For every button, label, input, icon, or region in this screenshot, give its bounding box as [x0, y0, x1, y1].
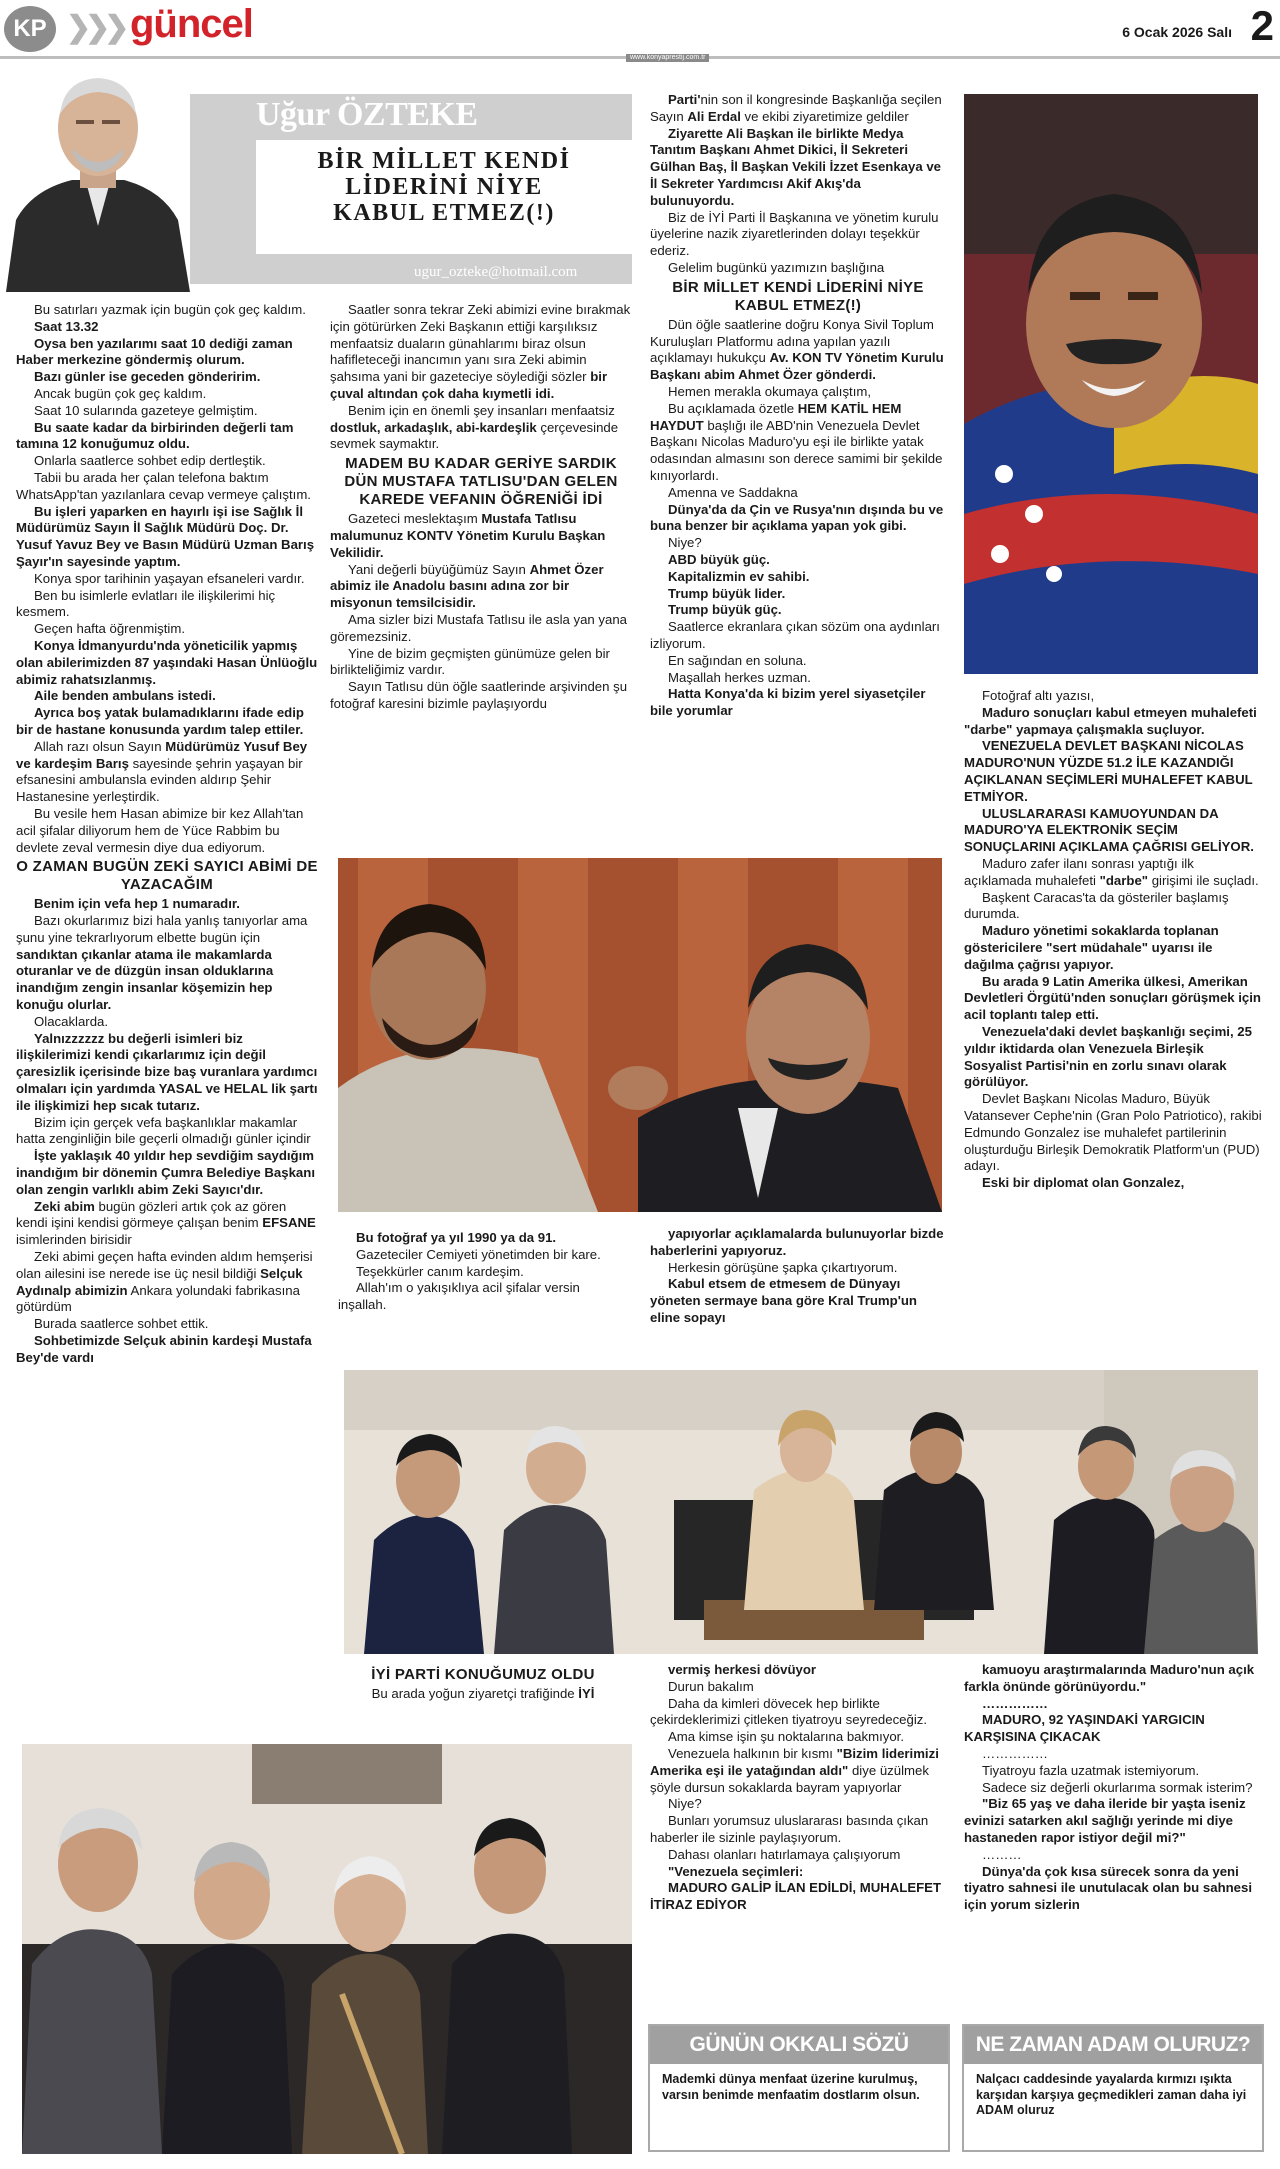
paragraph: Kapitalizmin ev sahibi.	[668, 568, 810, 584]
quote-box-saying-text: Mademki dünya menfaat üzerine kurulmuş, varsın benimde menfaatim dostlarım olsun.	[662, 2072, 920, 2102]
author-name: Uğur ÖZTEKE	[256, 96, 478, 133]
paragraph: Dahası olanları hatırlamaya çalışıyorum	[668, 1846, 901, 1862]
section-title: güncel	[130, 2, 253, 46]
paragraph: "Venezuela seçimleri:	[668, 1863, 804, 1879]
paragraph: Saatler sonra tekrar Zeki abimizi evine bırakmak için götürürken Zeki Başkanın ettiği karşılıksız menfaatsiz duaların günahlarımı biraz olsun hafifleteceği inancımın yanı sıra Zeki abimin şahsıma yani bir gazeteciye söylediği sözler bir çuval altından çok daha kıymetli idi.	[330, 302, 631, 401]
paragraph: Yine de bizim geçmişten günümüze gelen bir birlikteliğimiz vardır.	[330, 645, 610, 678]
paragraph: Olacaklarda.	[34, 1013, 109, 1029]
photo-caption-1990	[338, 1230, 628, 1358]
quote-box-when-text: Nalçacı caddesinde yayalarda kırmızı ışıkta karşıdan karşıya geçmedikleri zaman daha iyi ADAM oluruz	[976, 2072, 1247, 2117]
paragraph: Venezuela halkının bir kısmı "Bizim liderimizi Amerika eşi ile yatağından aldı" diye üzülmek şöyle dursun sokaklarda bayram yapıyorlar	[650, 1745, 939, 1795]
paragraph: Allah razı olsun Sayın Müdürümüz Yusuf Bey ve kardeşim Barış sayesinde şehrin yaşayan bir efsanesini ambulansla evinden aldırıp Şehir Hastanesine yerleştirdik.	[16, 738, 308, 805]
paragraph: Ayrıca boş yatak bulamadıklarını ifade edip bir de hastane konusunda yardım talep ettiler.	[16, 705, 304, 737]
paragraph: Dünya'da çok kısa sürecek sonra da yeni tiyatro sahnesi ile unutulacak olan bu sahnesi için yorum sizlerin	[964, 1863, 1253, 1913]
paragraph: Benim için vefa hep 1 numaradır.	[34, 896, 240, 912]
paragraph: Bizim için gerçek vefa başkanlıklar makamlar hatta zenginliğin bile geçerli olmadığı günler içindir	[16, 1114, 311, 1147]
archive-photo-1990	[338, 858, 942, 1212]
subheading: O ZAMAN BUGÜN ZEKİ SAYICI ABİMİ DE YAZACAĞIM	[16, 858, 318, 894]
maduro-photo	[964, 94, 1258, 674]
paragraph: Dün öğle saatlerine doğru Konya Sivil Toplum Kuruluşları Platformu adına yapılan yazılı açıklamayı hukukçu Av. KON TV Yönetim Kurulu Başkanı abim Ahmet Özer gönderdi.	[650, 316, 944, 383]
iyi-parti-visit-photo	[344, 1370, 1258, 1654]
paragraph: Bu satırları yazmak için bugün çok geç kaldım.	[34, 302, 306, 317]
paragraph: Sohbetimizde Selçuk abinin kardeşi Mustafa Bey'de vardı	[16, 1333, 312, 1365]
article-title: BİR MİLLET KENDİ LİDERİNİ NİYE KABUL ETMEZ(!)	[317, 148, 571, 226]
paragraph: Konya İdmanyurdu'nda yöneticilik yapmış olan abilerimizden 87 yaşındaki Hasan Ünlüoğlu abimiz rahatsızlanmış.	[16, 637, 318, 687]
paragraph: Trump büyük güç.	[668, 602, 782, 618]
paragraph: Ancak bugün çok geç kaldım.	[34, 385, 207, 401]
paragraph: Maşallah herkes uzman.	[668, 669, 811, 685]
paragraph: En sağından en soluna.	[668, 652, 807, 668]
paragraph: Bazı okurlarımız bizi hala yanlış tanıyorlar ama şunu yine tekrarlıyorum elbette bugün için sandıktan çıkanlar atama ile makamlarda oturanlar ve de düzgün insan olduklarına inandığım zengin insanlar köşemizin hep konuğu olurlar.	[16, 913, 308, 1013]
paragraph: Niye?	[668, 1796, 702, 1812]
paragraph: Maduro sonuçları kabul etmeyen muhalefeti "darbe" yapmaya çalışmakla suçluyor.	[964, 704, 1257, 737]
paragraph: Bu fotoğraf ya yıl 1990 ya da 91.	[356, 1230, 557, 1245]
site-url[interactable]: www.konyaprestij.com.tr	[626, 54, 709, 62]
paragraph: Saatlerce ekranlara çıkan sözüm ona aydınları izliyorum.	[650, 619, 940, 651]
paragraph: İşte yaklaşık 40 yıldır hep sevdiğim saydığım inandığım bir dönemin Çumra Belediye Başkanı olan zengin varlıklı abim Zeki Sayıcı'dır.	[16, 1148, 315, 1197]
paragraph: Niye?	[668, 535, 702, 551]
paragraph: VENEZUELA DEVLET BAŞKANI NİCOLAS MADURO'NUN YÜZDE 51.2 İLE KAZANDIĞI AÇIKLANAN SEÇİMLERİ MUHALEFET KABUL ETMİYOR.	[964, 738, 1253, 804]
paragraph: Kabul etsem de etmesem de Dünyayı yöneten sermaye bana göre Kral Trump'un eline sopayı	[650, 1276, 917, 1325]
column-3-continued	[650, 1226, 946, 1358]
kp-logo: KP	[4, 6, 56, 52]
paragraph: Fotoğraf altı yazısı,	[982, 688, 1095, 703]
paragraph: Ama sizler bizi Mustafa Tatlısu ile asla yan yana göremezsiniz.	[330, 611, 628, 644]
paragraph: Ben bu isimlerle evlatları ile ilişkilerimi hiç kesmem.	[16, 587, 276, 620]
author-portrait	[2, 50, 194, 292]
paragraph: ……………	[982, 1745, 1048, 1761]
paragraph: Daha da kimleri dövecek hep birlikte çekirdeklerimizi çitleken tiyatroyu seyredeceğiz.	[650, 1695, 928, 1728]
paragraph: Tiyatroyu fazla uzatmak istemiyorum.	[982, 1762, 1200, 1778]
paragraph: kamuoyu araştırmalarında Maduro'nun açık farkla önünde görünüyordu."	[964, 1662, 1255, 1694]
paragraph: MADURO, 92 YAŞINDAKİ YARGICIN KARŞISINA ÇIKACAK	[964, 1712, 1205, 1745]
paragraph: MADURO GALİP İLAN EDİLDİ, MUHALEFET İTİRAZ EDİYOR	[650, 1880, 942, 1913]
paragraph: Devlet Başkanı Nicolas Maduro, Büyük Vatansever Cephe'nin (Gran Polo Patriotico), rakibi Edmundo Gonzalez ise muhalefet partilerinin oluşturduğu Birleşik Demokratik Platform'un (PUD) adayı.	[964, 1091, 1262, 1174]
paragraph: ULUSLARARASI KAMUOYUNDAN DA MADURO'YA ELEKTRONİK SEÇİM SONUÇLARINI AÇIKLAMA ÇAĞRISI GELİYOR.	[964, 805, 1254, 855]
paragraph: Hatta Konya'da ki bizim yerel siyasetçiler bile yorumlar	[650, 686, 926, 719]
paragraph: Gazeteci meslektaşım Mustafa Tatlısu malumunuz KONTV Yönetim Kurulu Başkan Vekilidir.	[330, 511, 606, 560]
paragraph: ……………	[982, 1695, 1048, 1711]
paragraph: vermiş herkesi dövüyor	[668, 1662, 817, 1677]
paragraph: Dünya'da da Çin ve Rusya'nın dışında bu ve buna benzer bir açıklama yapan yok gibi.	[650, 501, 944, 534]
paragraph: Allah'ım o yakışıklıya acil şifalar versin inşallah.	[338, 1280, 580, 1313]
iyi-parti-heading	[338, 1664, 628, 1734]
paragraph: Zeki abimi geçen hafta evinden aldım hemşerisi olan ailesini ise nerede ise üç nesil bildiği Selçuk Aydınalp abimizin Ankara yolundaki fabrikasına götürdüm	[16, 1249, 313, 1315]
paragraph: Yani değerli büyüğümüz Sayın Ahmet Özer abimiz ile Anadolu basını adına zor bir misyonun temsilcisidir.	[330, 561, 604, 611]
paragraph: "Biz 65 yaş ve daha ileride bir yaşta iseniz evinizi satarken akıl sağlığı yerinde mi diye hastaneden rapor istiyor değil mi?"	[964, 1796, 1246, 1845]
paragraph: Bu açıklamada özetle HEM KATİL HEM HAYDUT başlığı ile ABD'nin Venezuela Devlet Başkanı Nicolas Maduro'yu eşi ile birlikte yatak odasından almasını son derece samimi bir şekilde kınıyorlardı.	[650, 400, 943, 483]
paragraph: Maduro yönetimi sokaklarda toplanan göstericilere "sert müdahale" uyarısı ile dağılma çağrısı yapıyor.	[964, 923, 1219, 972]
column-4	[964, 688, 1262, 1356]
paragraph: Eski bir diplomat olan Gonzalez,	[982, 1175, 1185, 1191]
column-4-lower	[964, 1662, 1262, 2002]
paragraph: Bu vesile hem Hasan abimize bir kez Allah'tan acil şifalar diliyorum hem de Yüce Rabbim bu devlete zeval vermesin diye dua ediyorum.	[16, 805, 304, 855]
paragraph: Ziyarette Ali Başkan ile birlikte Medya Tanıtım Başkanı Ahmet Dikici, İl Sekreteri Gülhan Baş, İl Başkan Vekili İzzet Esenkaya ve İl Sekreter Yardımcısı Akif Akış'da bulunuyordu.	[650, 125, 942, 208]
paragraph: Saat 13.32	[34, 318, 99, 334]
paragraph: yapıyorlar açıklamalarda bulunuyorlar bizde haberlerini yapıyoruz.	[650, 1226, 944, 1258]
paragraph: Teşekkürler canım kardeşim.	[356, 1263, 524, 1279]
paragraph: Bu saate kadar da birbirinden değerli tam tamına 12 konuğumuz oldu.	[16, 419, 294, 452]
paragraph: Gazeteciler Cemiyeti yönetimden bir kare.	[356, 1246, 601, 1262]
paragraph: Tabii bu arada her çalan telefona baktım WhatsApp'tan yazılanlara cevap vermeye çalıştım.	[16, 469, 311, 502]
paragraph: Bazı günler ise geceden gönderirim.	[34, 369, 261, 385]
paragraph: ABD büyük güç.	[668, 551, 770, 567]
paragraph: Herkesin görüşüne şapka çıkartıyorum.	[668, 1259, 898, 1275]
paragraph: Venezuela'daki devlet başkanlığı seçimi, 25 yıldır iktidarda olan Venezuela Birleşik Sosyalist Partisi'nin en zorlu sınavı olarak görülüyor.	[964, 1023, 1252, 1090]
paragraph: Gelelim bugünkü yazımızın başlığına	[668, 259, 885, 275]
chevron-right-icon: ❯❯❯	[66, 11, 124, 44]
paragraph: Onlarla saatlerce sohbet edip dertleştik.	[34, 453, 266, 469]
column-3	[650, 92, 946, 844]
paragraph: Maduro zafer ilanı sonrası yaptığı ilk açıklamada muhalefeti "darbe" girişimi ile suçladı.	[964, 855, 1259, 888]
paragraph: Amenna ve Saddakna	[668, 484, 798, 500]
paragraph: ………	[982, 1846, 1022, 1862]
zeki-sayici-visit-photo	[22, 1744, 632, 2154]
paragraph: Geçen hafta öğrenmiştim.	[34, 621, 185, 637]
paragraph: Bu arada yoğun ziyaretçi trafiğinde İYİ	[371, 1686, 595, 1701]
paragraph: Bu işleri yaparken en hayırlı işi ise Sağlık İl Müdürümüz Sayın İl Sağlık Müdürü Doç. Dr. Yusuf Yavuz Bey ve Basın Müdürü Uzman Barış Şayır'ın sayesinde yaptım.	[16, 503, 315, 569]
quote-box-saying-head: GÜNÜN OKKALI SÖZÜ	[650, 2026, 948, 2064]
paragraph: Parti'nin son il kongresinde Başkanlığa seçilen Sayın Ali Erdal ve ekibi ziyaretimize geldiler	[650, 92, 942, 124]
quote-box-when	[962, 2024, 1264, 2152]
paragraph: Aile benden ambulans istedi.	[34, 688, 216, 704]
quote-box-when-head: NE ZAMAN ADAM OLURUZ?	[964, 2026, 1262, 2064]
paragraph: Saat 10 sularında gazeteye gelmiştim.	[34, 402, 258, 418]
paragraph: Başkent Caracas'ta da gösteriler başlamış durumda.	[964, 889, 1229, 922]
column-2	[330, 302, 632, 842]
paragraph: Bu arada 9 Latin Amerika ülkesi, Amerikan Devletleri Örgütü'nden sonuçları görüşmek için acil toplantı talep etti.	[964, 973, 1261, 1023]
paragraph: Biz de İYİ Parti İl Başkanına ve yönetim kurulu üyelerine nazik ziyaretlerinden dolayı teşekkür ederiz.	[650, 209, 939, 259]
paragraph: Bunları yorumsuz uluslararası basında çıkan haberler ile sizinle paylaşıyorum.	[650, 1813, 929, 1845]
paragraph: Ama kimse işin şu noktalarına bakmıyor.	[668, 1729, 905, 1745]
paragraph: Benim için en önemli şey insanları menfaatsiz dostluk, arkadaşlık, abi-kardeşlik çerçevesinde sevmek saymaktır.	[330, 402, 619, 452]
column-3-lower	[650, 1662, 946, 1982]
paragraph: Hemen merakla okumaya çalıştım,	[668, 383, 872, 399]
paragraph: Trump büyük lider.	[668, 585, 786, 601]
paragraph: Yalnızzzzzz bu değerli isimleri biz ilişkilerimizi kendi çıkarlarımız için değil çaresizlik içerisinde bize baş vuranlara yardımcı olmaları için yardımda YASAL ve HELAL lik şartı ile ilişkimizi hep sıcak tutarız.	[16, 1030, 318, 1113]
quote-box-saying	[648, 2024, 950, 2152]
author-email[interactable]: ugur_ozteke@hotmail.com	[414, 264, 578, 280]
page-number: 2	[1250, 2, 1274, 49]
paragraph: Durun bakalım	[668, 1678, 754, 1694]
paragraph: Burada saatlerce sohbet ettik.	[34, 1316, 209, 1332]
issue-date: 6 Ocak 2026 Salı	[1122, 24, 1232, 40]
subheading: BİR MİLLET KENDİ LİDERİNİ NİYE KABUL ETMEZ(!)	[672, 278, 924, 314]
subheading: İYİ PARTİ KONUĞUMUZ OLDU	[371, 1666, 595, 1683]
paragraph: Konya spor tarihinin yaşayan efsaneleri vardır.	[34, 570, 305, 586]
paragraph: Oysa ben yazılarımı saat 10 dediği zaman Haber merkezine göndermiş olurum.	[16, 335, 293, 368]
subheading: MADEM BU KADAR GERİYE SARDIK DÜN MUSTAFA TATLISU'DAN GELEN KAREDE VEFANIN ÖĞRENİĞİ İDİ	[344, 455, 618, 509]
column-1	[16, 302, 318, 1732]
paragraph: Zeki abim bugün gözleri artık çok az gören kendi işini kendisi görmeye çalışan benim EFSANE isimlerinden birisidir	[16, 1198, 316, 1248]
paragraph: Sayın Tatlısu dün öğle saatlerinde arşivinden şu fotoğraf karesini bizimle paylaşıyordu	[330, 679, 628, 711]
paragraph: Sadece siz değerli okurlarıma sormak isterim?	[982, 1779, 1253, 1795]
